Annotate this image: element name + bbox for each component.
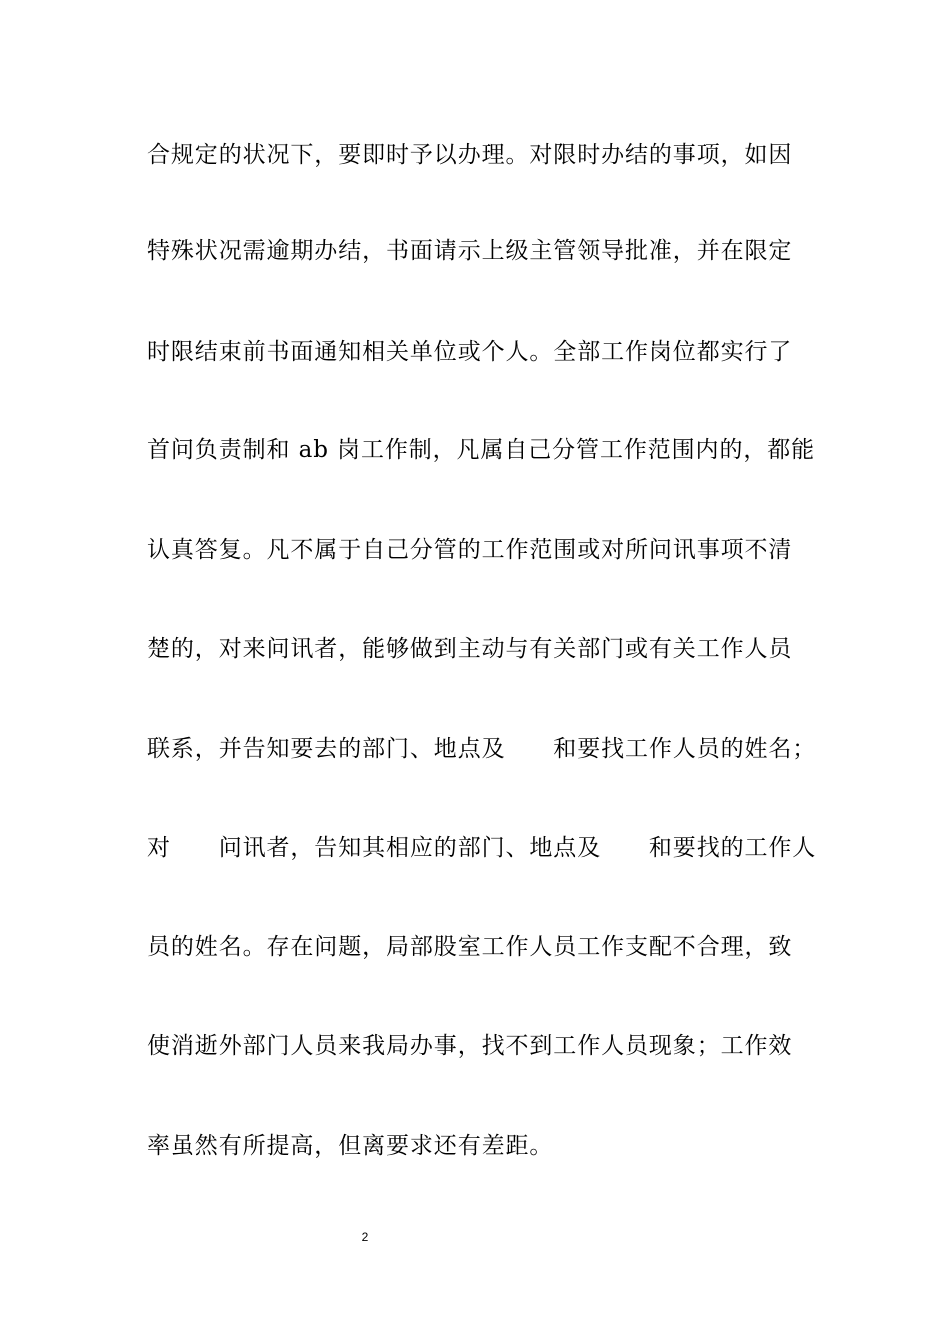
page-number: 2 [361, 1230, 369, 1244]
text-line-9: 员的姓名。存在问题，局部股室工作人员工作支配不合理，致 [147, 934, 793, 960]
text-line-11: 率虽然有所提高，但离要求还有差距。 [147, 1133, 554, 1159]
text-line-2: 特殊状况需逾期办结，书面请示上级主管领导批准，并在限定 [147, 238, 793, 264]
text-line-7: 联系，并告知要去的部门、地点及 和要找工作人员的姓名； [147, 736, 817, 762]
text-line-10: 使消逝外部门人员来我局办事，找不到工作人员现象；工作效 [147, 1033, 793, 1059]
text-line-4: 首问负责制和 ab 岗工作制，凡属自己分管工作范围内的，都能 [147, 437, 816, 463]
text-line-1: 合规定的状况下，要即时予以办理。对限时办结的事项，如因 [147, 142, 793, 168]
text-line-3: 时限结束前书面通知相关单位或个人。全部工作岗位都实行了 [147, 339, 793, 365]
text-line-6: 楚的，对来问讯者，能够做到主动与有关部门或有关工作人员 [147, 636, 793, 662]
text-line-5: 认真答复。凡不属于自己分管的工作范围或对所问讯事项不清 [147, 537, 793, 563]
text-line-8: 对 问讯者，告知其相应的部门、地点及 和要找的工作人 [147, 835, 817, 861]
